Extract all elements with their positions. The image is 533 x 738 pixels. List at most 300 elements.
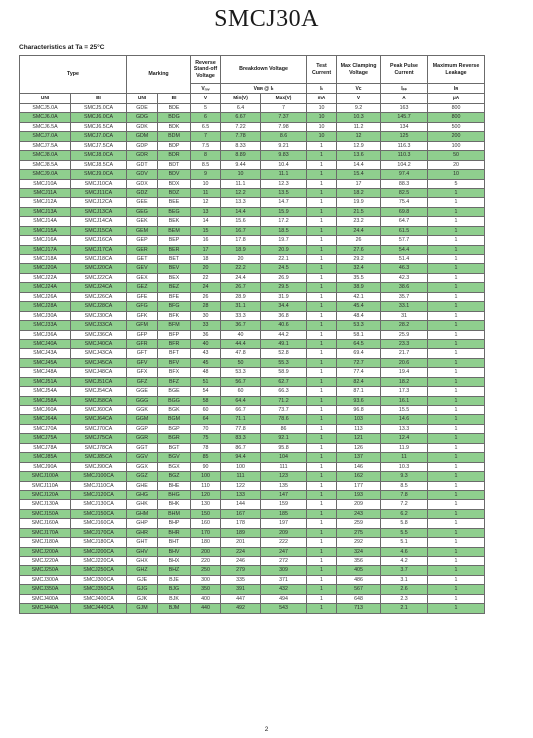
cell-ipp: 61.5 (381, 226, 428, 235)
cell-test-current: 1 (307, 226, 337, 235)
cell-marking-uni: GDV (127, 170, 158, 179)
cell-vrwm: 75 (191, 434, 221, 443)
cell-marking-uni: GET (127, 255, 158, 264)
cell-ir: 1 (428, 462, 485, 471)
cell-vbr-max: 71.2 (261, 396, 307, 405)
cell-vrwm: 440 (191, 604, 221, 613)
cell-vc: 713 (337, 604, 381, 613)
cell-test-current: 1 (307, 547, 337, 556)
cell-type-uni: SMCJ45A (20, 358, 71, 367)
cell-type-uni: SMCJ180A (20, 538, 71, 547)
table-row (20, 198, 485, 207)
cell-type-uni: SMCJ12A (20, 198, 71, 207)
cell-type-uni: SMCJ54A (20, 387, 71, 396)
cell-test-current: 1 (307, 594, 337, 603)
table-row (20, 141, 485, 150)
cell-type-uni: SMCJ160A (20, 519, 71, 528)
cell-vbr-max: 7.37 (261, 113, 307, 122)
cell-vc: 11.2 (337, 122, 381, 131)
table-row (20, 424, 485, 433)
cell-marking-uni: GDP (127, 141, 158, 150)
cell-type-bi: SMCJ9.0CA (71, 170, 127, 179)
cell-marking-uni: GHG (127, 490, 158, 499)
cell-type-bi: SMCJ33CA (71, 321, 127, 330)
page-number: 2 (264, 726, 269, 733)
cell-marking-uni: GFZ (127, 377, 158, 386)
cell-marking-bi: BDT (158, 160, 191, 169)
cell-marking-uni: GGE (127, 387, 158, 396)
cell-vrwm: 10 (191, 179, 221, 188)
cell-vrwm: 180 (191, 538, 221, 547)
cell-vbr-max: 49.1 (261, 339, 307, 348)
cell-ipp: 54.4 (381, 245, 428, 254)
cell-vbr-min: 36.7 (221, 321, 261, 330)
cell-vbr-max: 371 (261, 575, 307, 584)
cell-test-current: 1 (307, 604, 337, 613)
cell-vrwm: 9 (191, 170, 221, 179)
cell-test-current: 10 (307, 104, 337, 113)
cell-vrwm: 36 (191, 330, 221, 339)
cell-ir: 5 (428, 179, 485, 188)
cell-ipp: 4.2 (381, 557, 428, 566)
cell-ipp: 2.3 (381, 594, 428, 603)
cell-type-bi: SMCJ120CA (71, 490, 127, 499)
cell-test-current: 1 (307, 528, 337, 537)
cell-vc: 48.4 (337, 311, 381, 320)
cell-vbr-min: 11.1 (221, 179, 261, 188)
cell-marking-bi: BHK (158, 500, 191, 509)
cell-vrwm: 45 (191, 358, 221, 367)
cell-vrwm: 43 (191, 349, 221, 358)
cell-vbr-max: 222 (261, 538, 307, 547)
cell-vc: 177 (337, 481, 381, 490)
cell-ir: 1 (428, 406, 485, 415)
cell-vbr-max: 111 (261, 462, 307, 471)
cell-ipp: 28.2 (381, 321, 428, 330)
cell-ir: 1 (428, 330, 485, 339)
table-row (20, 443, 485, 452)
cell-type-bi: SMCJ15CA (71, 226, 127, 235)
cell-type-bi: SMCJ300CA (71, 575, 127, 584)
cell-vc: 137 (337, 453, 381, 462)
cell-vbr-min: 224 (221, 547, 261, 556)
table-row (20, 387, 485, 396)
cell-vc: 126 (337, 443, 381, 452)
cell-type-uni: SMCJ7.5A (20, 141, 71, 150)
cell-marking-bi: BDG (158, 113, 191, 122)
cell-marking-bi: BGT (158, 443, 191, 452)
cell-ir: 1 (428, 453, 485, 462)
cell-test-current: 1 (307, 538, 337, 547)
cell-vrwm: 11 (191, 188, 221, 197)
cell-test-current: 10 (307, 132, 337, 141)
cell-test-current: 1 (307, 509, 337, 518)
table-row (20, 264, 485, 273)
cell-vc: 209 (337, 500, 381, 509)
cell-test-current: 1 (307, 387, 337, 396)
cell-vc: 45.4 (337, 302, 381, 311)
cell-type-uni: SMCJ30A (20, 311, 71, 320)
cell-vbr-min: 47.8 (221, 349, 261, 358)
cell-ipp: 9.3 (381, 472, 428, 481)
unit-it: mA (307, 94, 337, 104)
cell-ir: 1 (428, 226, 485, 235)
cell-vc: 14.4 (337, 160, 381, 169)
cell-type-uni: SMCJ78A (20, 443, 71, 452)
cell-type-uni: SMCJ200A (20, 547, 71, 556)
cell-vc: 17 (337, 179, 381, 188)
cell-marking-uni: GFM (127, 321, 158, 330)
table-row (20, 170, 485, 179)
cell-type-bi: SMCJ45CA (71, 358, 127, 367)
cell-type-bi: SMCJ58CA (71, 396, 127, 405)
cell-type-uni: SMCJ350A (20, 585, 71, 594)
cell-marking-bi: BFX (158, 368, 191, 377)
cell-type-bi: SMCJ70CA (71, 424, 127, 433)
cell-vc: 9.2 (337, 104, 381, 113)
cell-ir: 1 (428, 264, 485, 273)
cell-ir: 1 (428, 538, 485, 547)
cell-vrwm: 15 (191, 226, 221, 235)
cell-vbr-max: 34.4 (261, 302, 307, 311)
cell-vc: 12 (337, 132, 381, 141)
cell-marking-uni: GGX (127, 462, 158, 471)
cell-vc: 162 (337, 472, 381, 481)
cell-vc: 19.9 (337, 198, 381, 207)
cell-ipp: 5.1 (381, 538, 428, 547)
cell-test-current: 1 (307, 321, 337, 330)
cell-ipp: 23.3 (381, 339, 428, 348)
table-row (20, 538, 485, 547)
cell-marking-bi: BJM (158, 604, 191, 613)
cell-ipp: 8.5 (381, 481, 428, 490)
cell-marking-uni: GDR (127, 151, 158, 160)
header-peak-pulse: Peak Pulse Current (381, 56, 428, 84)
cell-vbr-min: 44.4 (221, 339, 261, 348)
cell-vc: 64.5 (337, 339, 381, 348)
cell-ipp: 125 (381, 132, 428, 141)
cell-vc: 58.1 (337, 330, 381, 339)
cell-vbr-min: 10 (221, 170, 261, 179)
cell-ipp: 42.3 (381, 273, 428, 282)
cell-type-bi: SMCJ13CA (71, 207, 127, 216)
unit-ipp: A (381, 94, 428, 104)
cell-test-current: 1 (307, 217, 337, 226)
table-row (20, 104, 485, 113)
cell-vc: 567 (337, 585, 381, 594)
table-row (20, 132, 485, 141)
cell-vbr-max: 44.2 (261, 330, 307, 339)
cell-vbr-min: 16.7 (221, 226, 261, 235)
cell-ir: 1 (428, 292, 485, 301)
cell-marking-uni: GGZ (127, 472, 158, 481)
cell-ipp: 145.7 (381, 113, 428, 122)
cell-ipp: 16.1 (381, 396, 428, 405)
table-row (20, 321, 485, 330)
cell-test-current: 1 (307, 472, 337, 481)
table-row (20, 575, 485, 584)
cell-vrwm: 5 (191, 104, 221, 113)
cell-marking-uni: GGV (127, 453, 158, 462)
cell-vbr-max: 9.21 (261, 141, 307, 150)
cell-ipp: 5.8 (381, 519, 428, 528)
cell-type-uni: SMCJ51A (20, 377, 71, 386)
table-row (20, 179, 485, 188)
cell-type-uni: SMCJ85A (20, 453, 71, 462)
cell-type-uni: SMCJ10A (20, 179, 71, 188)
cell-marking-uni: GDZ (127, 188, 158, 197)
cell-vc: 292 (337, 538, 381, 547)
cell-vrwm: 300 (191, 575, 221, 584)
cell-vc: 32.4 (337, 264, 381, 273)
cell-test-current: 1 (307, 141, 337, 150)
cell-ir: 1 (428, 443, 485, 452)
cell-type-bi: SMCJ26CA (71, 292, 127, 301)
cell-type-uni: SMCJ64A (20, 415, 71, 424)
cell-marking-uni: GGM (127, 415, 158, 424)
cell-vc: 146 (337, 462, 381, 471)
cell-vc: 405 (337, 566, 381, 575)
table-row (20, 349, 485, 358)
table-row (20, 217, 485, 226)
cell-type-uni: SMCJ250A (20, 566, 71, 575)
header-row-units (20, 94, 485, 104)
cell-marking-uni: GFR (127, 339, 158, 348)
cell-marking-bi: BEK (158, 217, 191, 226)
cell-marking-uni: GFX (127, 368, 158, 377)
cell-marking-uni: GGP (127, 424, 158, 433)
cell-ipp: 82.5 (381, 188, 428, 197)
cell-type-bi: SMCJ12CA (71, 198, 127, 207)
cell-type-uni: SMCJ120A (20, 490, 71, 499)
cell-vrwm: 250 (191, 566, 221, 575)
cell-marking-bi: BEZ (158, 283, 191, 292)
cell-ipp: 21.7 (381, 349, 428, 358)
header-row-groups (20, 56, 485, 84)
header-marking: Marking (127, 56, 191, 94)
cell-vrwm: 51 (191, 377, 221, 386)
cell-type-bi: SMCJ43CA (71, 349, 127, 358)
cell-vrwm: 20 (191, 264, 221, 273)
cell-vbr-max: 12.3 (261, 179, 307, 188)
cell-vc: 53.3 (337, 321, 381, 330)
cell-vbr-min: 31.1 (221, 302, 261, 311)
cell-type-bi: SMCJ36CA (71, 330, 127, 339)
cell-vrwm: 18 (191, 255, 221, 264)
cell-vc: 486 (337, 575, 381, 584)
table-row (20, 151, 485, 160)
cell-marking-bi: BDK (158, 122, 191, 131)
cell-type-bi: SMCJ48CA (71, 368, 127, 377)
cell-marking-uni: GGT (127, 443, 158, 452)
cell-marking-uni: GHR (127, 528, 158, 537)
cell-type-uni: SMCJ40A (20, 339, 71, 348)
cell-vbr-min: 86.7 (221, 443, 261, 452)
cell-ir: 1 (428, 236, 485, 245)
cell-ir: 1 (428, 188, 485, 197)
cell-vbr-max: 432 (261, 585, 307, 594)
cell-ipp: 46.3 (381, 264, 428, 273)
cell-marking-bi: BFK (158, 311, 191, 320)
cell-ir: 1 (428, 490, 485, 499)
cell-ir: 1 (428, 594, 485, 603)
cell-type-bi: SMCJ110CA (71, 481, 127, 490)
cell-vbr-max: 209 (261, 528, 307, 537)
cell-marking-uni: GHV (127, 547, 158, 556)
cell-type-bi: SMCJ51CA (71, 377, 127, 386)
cell-test-current: 1 (307, 255, 337, 264)
cell-type-bi: SMCJ180CA (71, 538, 127, 547)
cell-ir: 1 (428, 377, 485, 386)
table-row (20, 292, 485, 301)
cell-test-current: 1 (307, 311, 337, 320)
table-row (20, 113, 485, 122)
cell-vbr-max: 104 (261, 453, 307, 462)
cell-marking-bi: BJK (158, 594, 191, 603)
cell-marking-uni: GEZ (127, 283, 158, 292)
cell-ir: 20 (428, 160, 485, 169)
cell-type-bi: SMCJ150CA (71, 509, 127, 518)
cell-type-bi: SMCJ85CA (71, 453, 127, 462)
cell-ipp: 17.3 (381, 387, 428, 396)
cell-ipp: 18.2 (381, 377, 428, 386)
cell-type-bi: SMCJ250CA (71, 566, 127, 575)
cell-ipp: 5.5 (381, 528, 428, 537)
cell-test-current: 1 (307, 519, 337, 528)
cell-test-current: 1 (307, 349, 337, 358)
cell-vbr-min: 492 (221, 604, 261, 613)
cell-type-bi: SMCJ400CA (71, 594, 127, 603)
cell-vbr-min: 66.7 (221, 406, 261, 415)
table-row (20, 255, 485, 264)
cell-marking-uni: GJK (127, 594, 158, 603)
cell-test-current: 1 (307, 188, 337, 197)
cell-type-bi: SMCJ6.0CA (71, 113, 127, 122)
cell-type-bi: SMCJ24CA (71, 283, 127, 292)
cell-vbr-max: 147 (261, 490, 307, 499)
cell-vrwm: 160 (191, 519, 221, 528)
cell-vbr-min: 17.8 (221, 236, 261, 245)
cell-vbr-max: 78.6 (261, 415, 307, 424)
cell-marking-bi: BHR (158, 528, 191, 537)
cell-test-current: 1 (307, 358, 337, 367)
cell-vrwm: 70 (191, 424, 221, 433)
cell-marking-uni: GHM (127, 509, 158, 518)
cell-vbr-min: 7.78 (221, 132, 261, 141)
cell-type-uni: SMCJ130A (20, 500, 71, 509)
cell-vbr-min: 6.67 (221, 113, 261, 122)
unit-type-bi: BI (71, 94, 127, 104)
table-row (20, 236, 485, 245)
cell-ir: 1 (428, 198, 485, 207)
cell-vrwm: 17 (191, 245, 221, 254)
cell-ipp: 13.3 (381, 424, 428, 433)
cell-vrwm: 110 (191, 481, 221, 490)
cell-type-bi: SMCJ78CA (71, 443, 127, 452)
cell-marking-bi: BGP (158, 424, 191, 433)
cell-vbr-max: 29.5 (261, 283, 307, 292)
cell-vbr-min: 77.8 (221, 424, 261, 433)
cell-test-current: 1 (307, 273, 337, 282)
cell-ir: 1 (428, 217, 485, 226)
cell-type-uni: SMCJ22A (20, 273, 71, 282)
cell-marking-uni: GEV (127, 264, 158, 273)
table-body (20, 104, 485, 614)
cell-ir: 50 (428, 151, 485, 160)
cell-vc: 87.1 (337, 387, 381, 396)
cell-vrwm: 33 (191, 321, 221, 330)
cell-ipp: 64.7 (381, 217, 428, 226)
table-row (20, 415, 485, 424)
cell-type-bi: SMCJ60CA (71, 406, 127, 415)
cell-vc: 193 (337, 490, 381, 499)
cell-type-uni: SMCJ6.5A (20, 122, 71, 131)
cell-ipp: 31 (381, 311, 428, 320)
cell-vc: 82.4 (337, 377, 381, 386)
cell-type-uni: SMCJ70A (20, 424, 71, 433)
characteristics-table (19, 55, 485, 614)
cell-marking-bi: BER (158, 245, 191, 254)
cell-type-bi: SMCJ130CA (71, 500, 127, 509)
cell-marking-uni: GDM (127, 132, 158, 141)
cell-ir: 200 (428, 132, 485, 141)
cell-vbr-max: 494 (261, 594, 307, 603)
cell-vrwm: 14 (191, 217, 221, 226)
cell-ipp: 6.2 (381, 509, 428, 518)
table-row (20, 302, 485, 311)
cell-test-current: 1 (307, 462, 337, 471)
cell-type-uni: SMCJ8.5A (20, 160, 71, 169)
cell-ir: 1 (428, 424, 485, 433)
cell-marking-bi: BDV (158, 170, 191, 179)
cell-type-uni: SMCJ7.0A (20, 132, 71, 141)
cell-vrwm: 16 (191, 236, 221, 245)
cell-marking-uni: GEP (127, 236, 158, 245)
cell-marking-bi: BGX (158, 462, 191, 471)
cell-test-current: 1 (307, 415, 337, 424)
cell-vc: 275 (337, 528, 381, 537)
cell-vbr-min: 8.89 (221, 151, 261, 160)
cell-ir: 1 (428, 472, 485, 481)
symbol-vrwm: Vᵣᵥᵥ (191, 84, 221, 94)
cell-marking-bi: BDM (158, 132, 191, 141)
cell-test-current: 1 (307, 500, 337, 509)
table-row (20, 396, 485, 405)
cell-marking-bi: BHZ (158, 566, 191, 575)
cell-type-uni: SMCJ20A (20, 264, 71, 273)
cell-vc: 18.2 (337, 188, 381, 197)
cell-vc: 13.6 (337, 151, 381, 160)
cell-vrwm: 8.5 (191, 160, 221, 169)
cell-marking-bi: BHT (158, 538, 191, 547)
table-row (20, 339, 485, 348)
cell-ir: 1 (428, 547, 485, 556)
cell-vc: 648 (337, 594, 381, 603)
cell-vbr-max: 9.83 (261, 151, 307, 160)
cell-vbr-max: 36.8 (261, 311, 307, 320)
cell-ir: 1 (428, 566, 485, 575)
cell-marking-bi: BFP (158, 330, 191, 339)
cell-ir: 1 (428, 321, 485, 330)
table-row (20, 490, 485, 499)
cell-vrwm: 22 (191, 273, 221, 282)
cell-vc: 324 (337, 547, 381, 556)
cell-vrwm: 58 (191, 396, 221, 405)
cell-vrwm: 78 (191, 443, 221, 452)
cell-ipp: 3.7 (381, 566, 428, 575)
cell-vbr-min: 12.2 (221, 188, 261, 197)
cell-marking-uni: GDK (127, 122, 158, 131)
